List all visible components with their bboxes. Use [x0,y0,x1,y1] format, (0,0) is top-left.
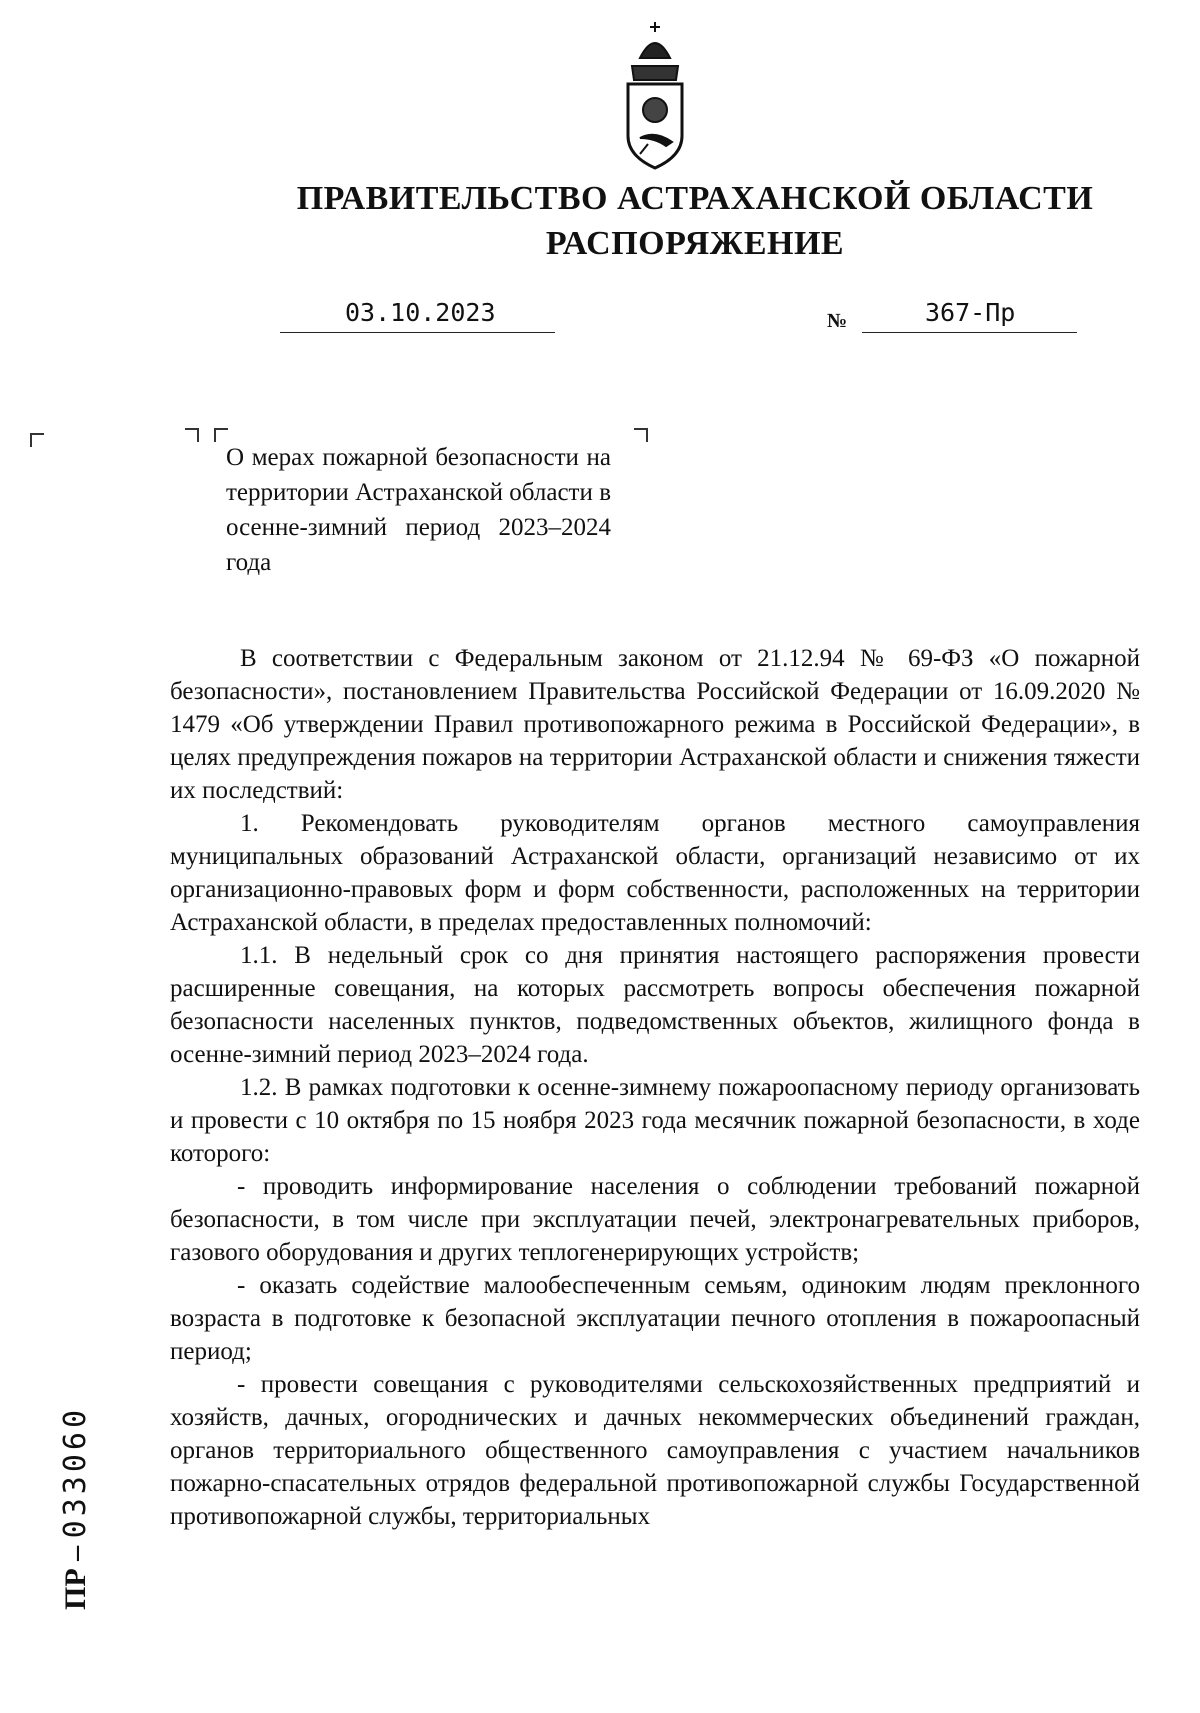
paragraph-1-1: 1.1. В недельный срок со дня принятия настоящего распоряжения провести расширенные совещания, на которых рассмотреть вопросы обеспечения пожарной безопасности населенных пунктов, подведомственных объектов, жилищного фонда в осенне-зимний период 2023–2024 года. [170,942,1140,1068]
paragraph-1: 1. Рекомендовать руководителям органов местного самоуправления муниципальных образований Астраханской области, организаций независимо от их организационно-правовых форм и форм собственности, расположенных на территории Астраханской области, в пределах предоставленных полномочий: [170,810,1140,936]
margin-code-prefix: ПР – [59,1545,92,1610]
coat-of-arms-emblem [610,18,700,178]
date-underline [280,332,555,333]
document-subject: О мерах пожарной безопасности на территории Астраханской области в осенне-зимний период 2023–2024 года [226,444,611,576]
document-type: РАСПОРЯЖЕНИЕ [545,225,845,262]
number-sign: № [827,310,848,332]
number-underline [862,332,1077,333]
subject-corner-mark-right [634,428,648,442]
list-item-informing: - проводить информирование населения о соблюдении требований пожарной безопасности, в том числе при эксплуатации печей, электронагревательных приборов, газового оборудования и других теплогенерирующих устройств; [170,1173,1140,1266]
document-date: 03.10.2023 [345,298,496,327]
left-margin-corner-mark [30,433,44,447]
paragraph-1-2: 1.2. В рамках подготовки к осенне-зимнему пожароопасному периоду организовать и провести с 10 октября по 15 ноября 2023 года месячник пожарной безопасности, в ходе которого: [170,1074,1140,1167]
margin-registration-code [58,1406,93,1610]
subject-corner-mark-left-a [185,428,199,442]
document-number: 367-Пр [925,298,1016,327]
preamble-paragraph: В соответствии с Федеральным законом от 21.12.94 № 69-ФЗ «О пожарной безопасности», постановлением Правительства Российской Федерации от 16.09.2020 № 1479 «Об утверждении Правил противопожарного режима в Российской Федерации», в целях предупреждения пожаров на территории Астраханской области и снижения тяжести их последствий: [170,645,1140,804]
document-body [170,642,1140,1533]
list-item-assistance: - оказать содействие малообеспеченным семьям, одиноким людям преклонного возраста в подготовке к безопасной эксплуатации печного отопления в пожароопасный период; [170,1272,1140,1365]
organization-title: ПРАВИТЕЛЬСТВО АСТРАХАНСКОЙ ОБЛАСТИ [296,180,1094,217]
margin-code-number: 033060 [58,1405,93,1539]
list-item-meetings: - провести совещания с руководителями сельскохозяйственных предприятий и хозяйств, дачных, огороднических и дачных некоммерческих объединений граждан, органов территориального общественного самоуправления с участием начальников пожарно-спасательных отрядов федеральной противопожарной службы Государственной противопожарной службы, территориальных [170,1371,1140,1530]
